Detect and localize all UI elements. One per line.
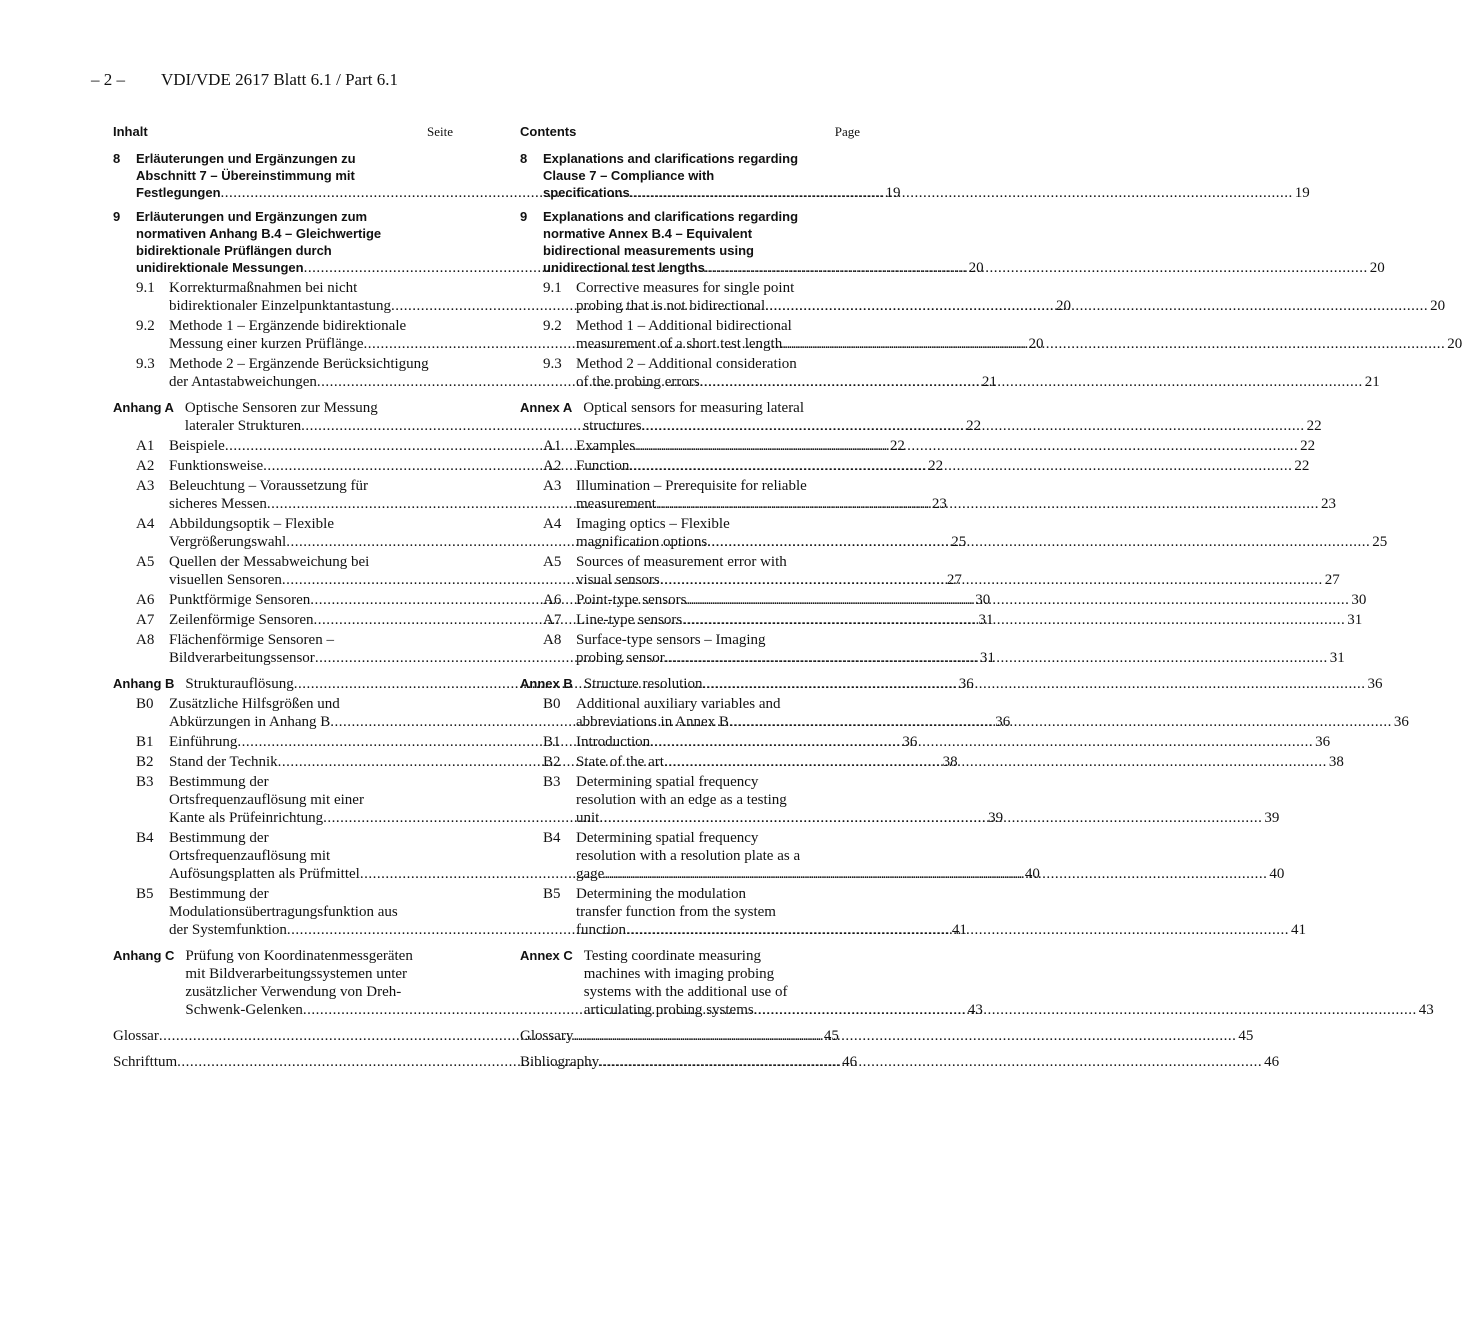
toc-entry-title-line: Punktförmige Sensoren — [169, 592, 311, 608]
toc-entry-title-line: Glossar — [113, 1028, 159, 1044]
dot-leader — [604, 865, 1267, 883]
toc-entry-number: A6 — [136, 592, 155, 608]
toc-entry-page: 43 — [967, 1002, 983, 1018]
toc-entry-page: 22 — [1306, 418, 1322, 434]
toc-entry-page: 21 — [1364, 374, 1380, 390]
document-title: VDI/VDE 2617 Blatt 6.1 / Part 6.1 — [160, 70, 398, 89]
toc-entry[interactable] — [520, 885, 1306, 939]
toc-entry-page: 27 — [1324, 572, 1340, 588]
toc-entry-page: 22 — [1300, 438, 1316, 454]
toc-entry-title-line: Erläuterungen und Ergänzungen zu — [136, 151, 356, 166]
toc-entry-number: 9.3 — [543, 356, 562, 372]
dot-leader — [702, 675, 1365, 693]
toc-entry-title-line: Clause 7 – Compliance with — [543, 168, 715, 183]
dot-leader — [642, 417, 1305, 435]
toc-entry-number: 8 — [113, 151, 121, 166]
toc-entry-title-line: systems with the additional use of — [583, 984, 788, 1000]
toc-entry-title-line: visuellen Sensoren — [169, 572, 282, 588]
toc-entry-title-line: Glossary — [520, 1028, 574, 1044]
toc-entry-title-line: sicheres Messen — [169, 496, 267, 512]
toc-entry[interactable] — [520, 733, 1331, 751]
toc-entry[interactable] — [520, 829, 1285, 883]
toc-entry-page: 31 — [1329, 650, 1345, 666]
toc-german-heading: Inhalt — [113, 124, 148, 139]
dot-leader — [599, 1053, 1262, 1071]
toc-entry-title-line: Ortsfrequenzauflösung mit — [169, 848, 331, 864]
toc-entry-page: 25 — [1372, 534, 1388, 550]
dot-leader — [705, 260, 1368, 277]
toc-entry[interactable] — [520, 1053, 1280, 1071]
toc-entry-page: 36 — [902, 734, 918, 750]
toc-entry[interactable] — [520, 477, 1336, 513]
toc-entry-title-line: unidirectional test lengths — [543, 260, 705, 275]
dot-leader — [665, 649, 1328, 667]
toc-english-heading: Contents — [520, 124, 577, 139]
toc-entry[interactable] — [520, 773, 1280, 827]
toc-entry-page: 23 — [931, 496, 947, 512]
toc-entry-number: B2 — [543, 754, 561, 770]
toc-entry-number: A1 — [136, 438, 155, 454]
toc-entry-number: B1 — [136, 734, 154, 750]
toc-entry-number: Anhang B — [113, 676, 175, 691]
dot-leader — [682, 611, 1345, 629]
toc-entry-number: Anhang A — [113, 400, 174, 415]
toc-entry-title-line: Optical sensors for measuring lateral — [583, 400, 805, 416]
toc-entry-page: 39 — [1264, 810, 1280, 826]
toc-entry-title-line: Corrective measures for single point — [576, 280, 795, 296]
toc-entry-page: 39 — [988, 810, 1004, 826]
toc-entry-title-line: mit Bildverarbeitungssystemen unter — [185, 966, 408, 982]
toc-entry-page: 36 — [995, 714, 1011, 730]
toc-entry-page: 31 — [979, 650, 995, 666]
toc-entry-number: B3 — [543, 774, 561, 790]
toc-entry-page: 45 — [823, 1028, 839, 1044]
toc-entry-number: B2 — [136, 754, 154, 770]
dot-leader — [729, 713, 1392, 731]
toc-entry-title-line: Abschnitt 7 – Übereinstimmung mit — [136, 168, 355, 183]
toc-entry[interactable] — [520, 279, 1446, 315]
toc-entry-title-line: Einführung — [169, 734, 238, 750]
toc-entry-number: A6 — [543, 592, 562, 608]
dot-leader — [626, 921, 1289, 939]
toc-entry-number: 9.1 — [136, 280, 155, 296]
toc-entry-title-line: Zusätzliche Hilfsgrößen und — [169, 696, 340, 712]
toc-entry-title-line: articulating probing systems — [583, 1002, 754, 1018]
toc-entry[interactable] — [520, 591, 1367, 609]
toc-entry-page: 27 — [946, 572, 962, 588]
toc-entry[interactable] — [520, 208, 1385, 277]
toc-entry-title-line: Bibliography — [520, 1054, 600, 1070]
toc-entry-number: A4 — [136, 516, 155, 532]
toc-entry-title-line: probing sensor — [576, 650, 665, 666]
toc-entry-page: 41 — [951, 922, 967, 938]
toc-entry-page: 38 — [1328, 754, 1344, 770]
toc-entry-number: 9.2 — [543, 318, 562, 334]
toc-entry-title-line: Additional auxiliary variables and — [576, 696, 781, 712]
toc-entry-page: 20 — [1447, 336, 1462, 352]
toc-entry-page: 43 — [1418, 1002, 1434, 1018]
toc-entry-title-line: Abbildungsoptik – Flexible — [169, 516, 334, 532]
toc-entry-number: 9.1 — [543, 280, 562, 296]
dot-leader — [686, 591, 1349, 609]
toc-entry-page: 40 — [1024, 866, 1040, 882]
toc-entry-page: 30 — [975, 592, 991, 608]
toc-entry-page: 22 — [889, 438, 905, 454]
toc-entry-title-line: Flächenförmige Sensoren – — [169, 632, 334, 648]
toc-entry[interactable] — [520, 695, 1409, 731]
toc-entry-page: 45 — [1238, 1028, 1254, 1044]
toc-english — [520, 124, 1462, 1071]
toc-entry-title-line: measurement — [576, 496, 656, 512]
toc-entry-number: A8 — [543, 632, 562, 648]
page-header — [91, 70, 398, 90]
toc-entry[interactable] — [520, 317, 1462, 353]
toc-entry[interactable] — [520, 399, 1322, 435]
toc-entry-title-line: measurement of a short test length — [576, 336, 783, 352]
toc-entry-title-line: Modulationsübertragungsfunktion aus — [169, 904, 398, 920]
toc-entry-title-line: Surface-type sensors – Imaging — [576, 632, 766, 648]
dot-leader — [754, 1001, 1417, 1019]
toc-entry-title-line: Messung einer kurzen Prüflänge — [169, 336, 364, 352]
toc-entry-title-line: resolution with a resolution plate as a — [576, 848, 801, 864]
toc-entry-number: B5 — [136, 886, 154, 902]
toc-entry-page: 22 — [1294, 458, 1310, 474]
toc-entry-page: 20 — [1056, 298, 1072, 314]
toc-english-page-label: Page — [834, 124, 860, 139]
toc-entry-title-line: Strukturauflösung — [185, 676, 294, 692]
toc-entry-title-line: probing that is not bidirectional — [576, 298, 766, 314]
toc-entry-title-line: unit — [576, 810, 600, 826]
toc-entry-number: B4 — [543, 830, 561, 846]
dot-leader — [765, 297, 1428, 315]
toc-entry-page: 36 — [1393, 714, 1409, 730]
toc-entry-title-line: function — [576, 922, 626, 938]
toc-entry-title-line: Bestimmung der — [169, 886, 269, 902]
toc-entry-title-line: specifications — [543, 185, 630, 200]
toc-entry-page: 20 — [1028, 336, 1044, 352]
toc-entry[interactable] — [520, 150, 1310, 202]
toc-entry-number: A3 — [543, 478, 562, 494]
toc-entry-page: 46 — [1264, 1054, 1280, 1070]
toc-entry-title-line: Aufösungsplatten als Prüfmittel — [169, 866, 360, 882]
toc-entry-page: 19 — [885, 185, 901, 201]
toc-entry-title-line: Stand der Technik — [169, 754, 278, 770]
toc-entry[interactable] — [520, 437, 1316, 455]
page-number: – 2 – — [91, 70, 125, 89]
toc-entry-title-line: Function — [576, 458, 630, 474]
toc-german-header — [113, 124, 453, 150]
toc-entry[interactable] — [520, 631, 1345, 667]
toc-entry-title-line: Structure resolution — [583, 676, 703, 692]
toc-entry-number: B1 — [543, 734, 561, 750]
toc-entry-title-line: Explanations and clarifications regarding — [543, 209, 799, 224]
toc-entry-number: 9 — [520, 209, 528, 224]
toc-entry-number: Annex A — [520, 400, 573, 415]
toc-entry-title-line: Prüfung von Koordinatenmessgeräten — [185, 948, 413, 964]
toc-entry-page: 38 — [942, 754, 958, 770]
toc-entry-title-line: normative Annex B.4 – Equivalent — [543, 226, 753, 241]
toc-entry-number: A5 — [136, 554, 155, 570]
toc-entry-title-line: lateraler Strukturen — [184, 418, 302, 434]
toc-entry-title-line: Methode 1 – Ergänzende bidirektionale — [169, 318, 407, 334]
toc-entry-number: 8 — [520, 151, 528, 166]
toc-entry-page: 20 — [1369, 260, 1385, 276]
toc-entry-title-line: Introduction — [576, 734, 651, 750]
dot-leader — [664, 753, 1327, 771]
toc-entry[interactable] — [520, 675, 1383, 693]
dot-leader — [635, 437, 1298, 455]
toc-entry-title-line: Sources of measurement error with — [576, 554, 787, 570]
toc-entry-title-line: abbreviations in Annex B — [576, 714, 729, 730]
toc-entry-title-line: unidirektionale Messungen — [136, 260, 304, 275]
toc-entry-page: 31 — [978, 612, 994, 628]
toc-entry-title-line: Bestimmung der — [169, 830, 269, 846]
toc-entry-number: A4 — [543, 516, 562, 532]
toc-entry-title-line: Point-type sensors — [576, 592, 687, 608]
toc-entry-number: Annex C — [520, 948, 573, 963]
dot-leader — [700, 373, 1363, 391]
toc-entry-title-line: Examples — [576, 438, 636, 454]
toc-entry-title-line: of the probing errors — [576, 374, 700, 390]
toc-entry-number: A3 — [136, 478, 155, 494]
toc-english-header — [520, 124, 860, 150]
toc-entry-number: A2 — [543, 458, 562, 474]
toc-entry-title-line: der Systemfunktion — [169, 922, 287, 938]
toc-entry-title-line: zusätzlicher Verwendung von Dreh- — [185, 984, 402, 1000]
toc-entry-title-line: Explanations and clarifications regarding — [543, 151, 799, 166]
dot-leader — [573, 1027, 1236, 1045]
toc-entry-page: 22 — [928, 458, 944, 474]
toc-entry-number: B3 — [136, 774, 154, 790]
toc-entry[interactable] — [520, 355, 1380, 391]
toc-entry-title-line: Determining spatial frequency — [576, 830, 759, 846]
dot-leader — [656, 495, 1319, 513]
toc-entry-title-line: Erläuterungen und Ergänzungen zum — [136, 209, 368, 224]
toc-entry-title-line: machines with imaging probing — [583, 966, 775, 982]
toc-entry[interactable] — [520, 947, 1434, 1019]
toc-entry-title-line: bidirectional measurements using — [543, 243, 754, 258]
toc-entry-title-line: Bestimmung der — [169, 774, 269, 790]
toc-entry-title-line: bidirektionale Prüflängen durch — [136, 243, 332, 258]
toc-entry-title-line: Funktionsweise — [169, 458, 264, 474]
toc-entry-title-line: normativen Anhang B.4 – Gleichwertige — [136, 226, 382, 241]
toc-entry-number: 9.3 — [136, 356, 155, 372]
toc-entry-number: B0 — [136, 696, 154, 712]
toc-entry[interactable] — [520, 553, 1340, 589]
toc-entry-title-line: gage — [576, 866, 605, 882]
toc-entry-title-line: Methode 2 – Ergänzende Berücksichtigung — [169, 356, 429, 372]
toc-entry-title-line: Bildverarbeitungssensor — [169, 650, 315, 666]
dot-leader — [630, 185, 1293, 202]
toc-entry-page: 20 — [1430, 298, 1446, 314]
toc-entry-number: A2 — [136, 458, 155, 474]
toc-entry-title-line: Abkürzungen in Anhang B — [169, 714, 331, 730]
toc-entry-title-line: Schrifttum — [113, 1054, 178, 1070]
toc-entry-title-line: Beleuchtung – Voraussetzung für — [169, 478, 368, 494]
toc-entry-number: 9 — [113, 209, 121, 224]
toc-german-page-label: Seite — [427, 124, 453, 139]
toc-entry-page: 36 — [958, 676, 974, 692]
toc-entry[interactable] — [520, 1027, 1254, 1045]
toc-entry-title-line: Imaging optics – Flexible — [576, 516, 730, 532]
toc-entry[interactable] — [520, 611, 1363, 629]
dot-leader — [782, 335, 1445, 353]
toc-entry-title-line: Testing coordinate measuring — [583, 948, 761, 964]
dot-leader — [650, 733, 1313, 751]
toc-entry-number: A5 — [543, 554, 562, 570]
toc-entry-number: B0 — [543, 696, 561, 712]
toc-entry-title-line: transfer function from the system — [576, 904, 776, 920]
toc-entry-number: 9.2 — [136, 318, 155, 334]
toc-entry-title-line: Beispiele — [169, 438, 225, 454]
toc-entry-title-line: Ortsfrequenzauflösung mit einer — [169, 792, 364, 808]
toc-entry-title-line: Illumination – Prerequisite for reliable — [576, 478, 807, 494]
toc-entry-title-line: Method 2 – Additional consideration — [576, 356, 797, 372]
toc-entry[interactable] — [520, 515, 1388, 551]
toc-entry-title-line: structures — [583, 418, 642, 434]
toc-entry-page: 19 — [1294, 185, 1310, 201]
toc-entry-page: 46 — [842, 1054, 858, 1070]
toc-entry-title-line: bidirektionaler Einzelpunktantastung — [169, 298, 392, 314]
toc-entry-title-line: Determining the modulation — [576, 886, 746, 902]
toc-entry-number: Annex B — [520, 676, 573, 691]
toc-entry-title-line: Line-type sensors — [576, 612, 683, 628]
toc-entry-page: 40 — [1269, 866, 1285, 882]
toc-entry-page: 30 — [1351, 592, 1367, 608]
toc-entry-title-line: Schwenk-Gelenken — [185, 1002, 303, 1018]
toc-entry-title-line: Method 1 – Additional bidirectional — [576, 318, 792, 334]
toc-entry-number: A7 — [136, 612, 155, 628]
toc-entry-page: 41 — [1291, 922, 1306, 938]
toc-entry-number: B4 — [136, 830, 154, 846]
toc-entry-page: 23 — [1320, 496, 1336, 512]
toc-entry-title-line: Zeilenförmige Sensoren — [169, 612, 314, 628]
toc-entry-title-line: State of the art — [576, 754, 664, 770]
dot-leader — [707, 533, 1370, 551]
toc-entry-title-line: Optische Sensoren zur Messung — [184, 400, 378, 416]
toc-entry-number: A8 — [136, 632, 155, 648]
dot-leader — [660, 571, 1323, 589]
toc-entry-page: 20 — [968, 260, 984, 276]
toc-entry-page: 36 — [1367, 676, 1383, 692]
toc-entry-title-line: visual sensors — [576, 572, 660, 588]
toc-entry-title-line: Determining spatial frequency — [576, 774, 759, 790]
toc-entry-page: 31 — [1347, 612, 1363, 628]
toc-entry-page: 25 — [951, 534, 967, 550]
toc-entry-title-line: resolution with an edge as a testing — [576, 792, 787, 808]
dot-leader — [629, 457, 1292, 475]
dot-leader — [599, 809, 1262, 827]
toc-entry-title-line: Festlegungen — [136, 185, 221, 200]
toc-entry[interactable] — [520, 457, 1310, 475]
toc-entry-number: Anhang C — [113, 948, 175, 963]
toc-entry-title-line: Korrekturmaßnahmen bei nicht — [169, 280, 358, 296]
toc-entry-page: 22 — [966, 418, 982, 434]
toc-entry-title-line: Quellen der Messabweichung bei — [169, 554, 370, 570]
toc-entry-page: 36 — [1315, 734, 1331, 750]
toc-entry-title-line: Vergrößerungswahl — [169, 534, 287, 550]
toc-entry-title-line: magnification options — [576, 534, 708, 550]
toc-entry-title-line: der Antastabweichungen — [169, 374, 317, 390]
toc-entry-number: A7 — [543, 612, 562, 628]
toc-entry-title-line: Kante als Prüfeinrichtung — [169, 810, 324, 826]
toc-entry-number: A1 — [543, 438, 562, 454]
toc-entry-number: B5 — [543, 886, 561, 902]
toc-entry[interactable] — [520, 753, 1344, 771]
toc-entry-page: 21 — [981, 374, 997, 390]
toc-english-list — [520, 150, 1462, 1071]
